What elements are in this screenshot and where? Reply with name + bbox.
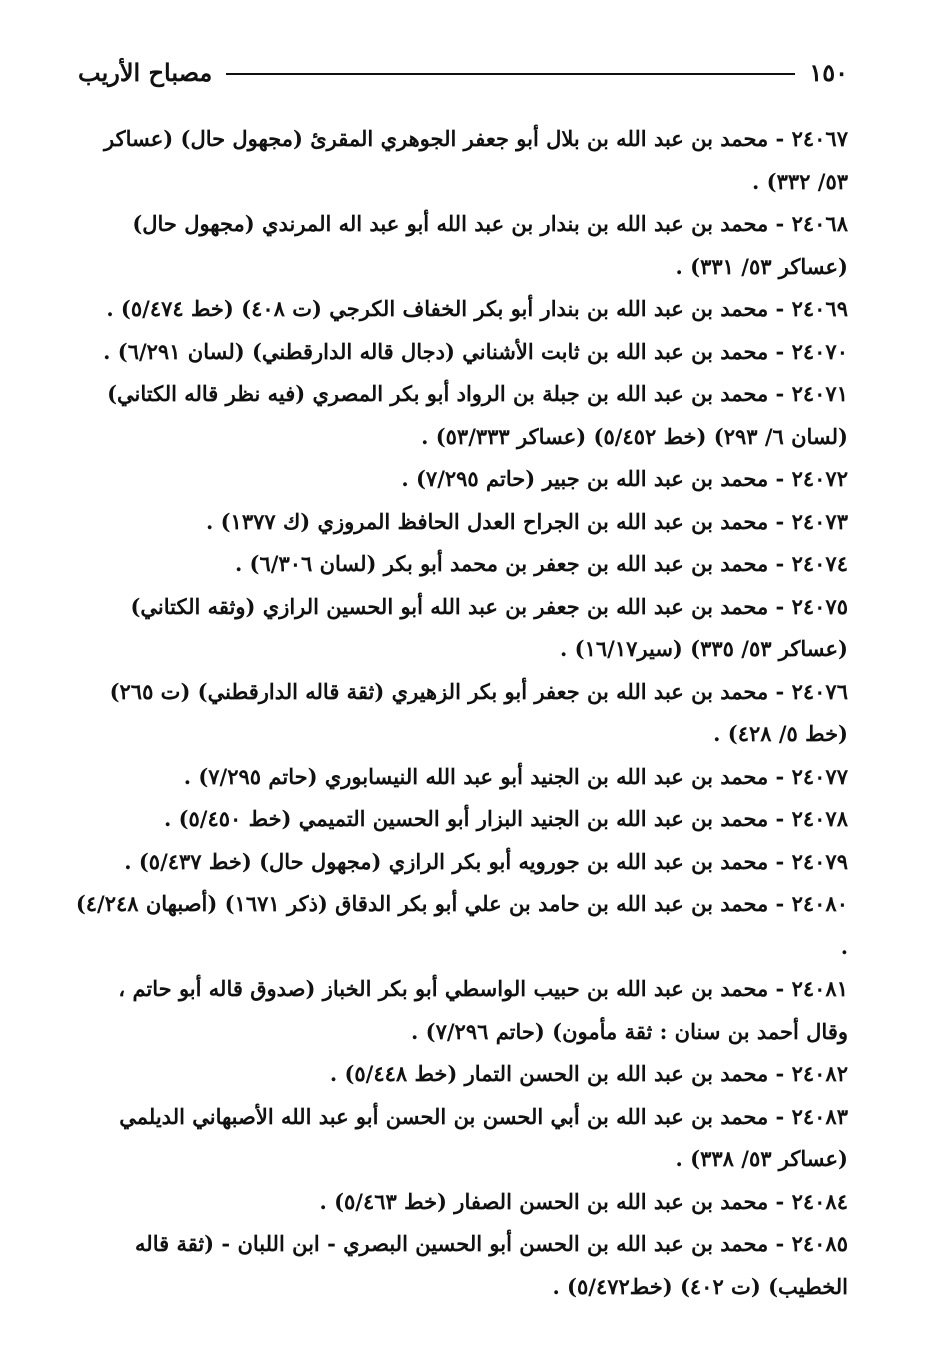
entry-number: ٢٤٠٨٠ [791,891,848,916]
entry-item: ٢٤٠٨٢ - محمد بن عبد الله بن الحسن التمار (خط ٥/٤٤٨) . [329,1061,848,1086]
entry-number: ٢٤٠٧١ [791,381,848,406]
entry-item: ٢٤٠٧٠ - محمد بن عبد الله بن ثابت الأشناني (دجال قاله الدارقطني) (لسان ٦/٢٩١) . [103,338,848,364]
entry-text: محمد بن عبد الله بن بندار أبو بكر الخفاف الكرجي (ت ٤٠٨) (خط ٥/٤٧٤) . [106,296,769,321]
entry-text: محمد بن عبد الله بن الجنيد البزار أبو الحسين التميمي (خط ٥/٤٥٠) . [163,806,769,831]
entry-item: ٢٤٠٧٣ - محمد بن عبد الله بن الجراح العدل الحافظ المروزي (ك ١٣٧٧) . [205,508,848,534]
entry-text: محمد بن عبد الله بن الحسن الصفار (خط ٥/٤٦٣) . [319,1188,769,1214]
entry-item: ٢٤٠٦٩ - محمد بن عبد الله بن بندار أبو بكر الخفاف الكرجي (ت ٤٠٨) (خط ٥/٤٧٤) . [106,296,848,321]
entry-item: ٢٤٠٨٣ - محمد بن عبد الله بن أبي الحسن بن الحسن أبو عبد الله الأصبهاني الديلمي (عساكر ٥٣/ ٣٣٨) . [119,1103,848,1171]
entry-list [70,118,848,1308]
entry-item: ٢٤٠٨١ - محمد بن عبد الله بن حبيب الواسطي أبو بكر الخباز (صدوق قاله أبو حاتم ، وقال أحمد بن سنان : ثقة مأمون) (حاتم ٧/٢٩٦) . [118,976,848,1044]
entry-item: ٢٤٠٧١ - محمد بن عبد الله بن جبلة بن الرواد أبو بكر المصري (فيه نظر قاله الكتاني) (لسان ٦/ ٢٩٣) (خط ٥/٤٥٢) (عساكر ٥٣/٣٣٣) . [107,381,848,449]
entry-number: ٢٤٠٧٦ [791,678,848,704]
entry-item: ٢٤٠٨٥ - محمد بن عبد الله بن الحسن أبو الحسين البصري - ابن اللبان - (ثقة قاله الخطيب) (ت ٤٠٢) (خط٥/٤٧٢) . [135,1231,848,1299]
entry-number: ٢٤٠٧٩ [791,848,848,874]
entry-number: ٢٤٠٧٢ [791,466,848,491]
page-header [78,52,848,92]
entry-item: ٢٤٠٧٩ - محمد بن عبد الله بن جورويه أبو بكر الرازي (مجهول حال) (خط ٥/٤٣٧) . [124,848,848,874]
entry-number: ٢٤٠٧٠ [791,338,848,364]
entry-item: ٢٤٠٧٥ - محمد بن عبد الله بن جعفر بن عبد الله أبو الحسين الرازي (وثقه الكتاني) (عساكر ٥٣/ ٣٣٥) (سير١٦/١٧) . [130,593,848,661]
entry-item: ٢٤٠٧٨ - محمد بن عبد الله بن الجنيد البزار أبو الحسين التميمي (خط ٥/٤٥٠) . [163,806,848,831]
entry-item: ٢٤٠٧٤ - محمد بن عبد الله بن جعفر بن محمد أبو بكر (لسان ٦/٣٠٦) . [234,551,848,576]
entry-number: ٢٤٠٨٣ [791,1103,848,1129]
entry-text: محمد بن عبد الله بن الجراح العدل الحافظ المروزي (ك ١٣٧٧) . [205,508,769,534]
entry-number: ٢٤٠٦٨ [791,211,848,236]
entry-text: محمد بن عبد الله بن ثابت الأشناني (دجال قاله الدارقطني) (لسان ٦/٢٩١) . [103,338,769,364]
entry-text: محمد بن عبد الله بن أبي الحسن بن الحسن أبو عبد الله الأصبهاني الديلمي (عساكر ٥٣/ ٣٣٨) . [119,1103,848,1171]
entry-text: محمد بن عبد الله بن جعفر بن محمد أبو بكر (لسان ٦/٣٠٦) . [234,551,769,576]
entry-item: ٢٤٠٦٧ - محمد بن عبد الله بن بلال أبو جعفر الجوهري المقرئ (مجهول حال) (عساكر ٥٣/ ٣٣٢) . [104,126,848,194]
entry-text: محمد بن عبد الله بن بلال أبو جعفر الجوهري المقرئ (مجهول حال) (عساكر ٥٣/ ٣٣٢) . [104,126,848,194]
entry-text: محمد بن عبد الله بن جورويه أبو بكر الرازي (مجهول حال) (خط ٥/٤٣٧) . [124,848,769,874]
entry-text: محمد بن عبد الله بن جبير (حاتم ٧/٢٩٥) . [401,466,769,491]
entry-text: محمد بن عبد الله بن جبلة بن الرواد أبو بكر المصري (فيه نظر قاله الكتاني) (لسان ٦/ ٢٩٣) (خط ٥/٤٥٢) (عساكر ٥٣/٣٣٣) . [107,381,848,449]
entry-number: ٢٤٠٨٢ [791,1061,848,1086]
entry-item: ٢٤٠٧٧ - محمد بن عبد الله بن الجنيد أبو عبد الله النيسابوري (حاتم ٧/٢٩٥) . [183,763,848,789]
entry-number: ٢٤٠٧٣ [791,508,848,534]
entry-text: محمد بن عبد الله بن الحسن التمار (خط ٥/٤٤٨) . [329,1061,769,1086]
entry-number: ٢٤٠٨٥ [791,1231,848,1256]
entry-item: ٢٤٠٨٠ - محمد بن عبد الله بن حامد بن علي أبو بكر الدقاق (ذكر ١٦٧١) (أصبهان ٤/٢٤٨) . [75,891,848,959]
entry-item: ٢٤٠٨٤ - محمد بن عبد الله بن الحسن الصفار (خط ٥/٤٦٣) . [319,1188,848,1214]
header-rule [226,73,795,75]
entry-text: محمد بن عبد الله بن جعفر أبو بكر الزهيري (ثقة قاله الدارقطني) (ت ٢٦٥) (خط ٥/ ٤٢٨) . [109,678,848,746]
entry-text: محمد بن عبد الله بن حامد بن علي أبو بكر الدقاق (ذكر ١٦٧١) (أصبهان ٤/٢٤٨) . [75,891,848,959]
entry-number: ٢٤٠٧٥ [791,593,848,619]
page-number: ١٥٠ [809,57,848,87]
entry-item: ٢٤٠٦٨ - محمد بن عبد الله بن بندار بن عبد الله أبو عبد اله المرندي (مجهول حال) (عساكر ٥٣/ ٣٣١) . [132,211,848,279]
book-title: مصباح الأريب [78,57,213,87]
entry-item: ٢٤٠٧٢ - محمد بن عبد الله بن جبير (حاتم ٧/٢٩٥) . [401,466,848,491]
entry-number: ٢٤٠٦٧ [791,126,848,151]
entry-text: محمد بن عبد الله بن الحسن أبو الحسين البصري - ابن اللبان - (ثقة قاله الخطيب) (ت ٤٠٢) (خط٥/٤٧٢) . [135,1231,848,1299]
entry-number: ٢٤٠٧٧ [791,763,848,789]
entry-text: محمد بن عبد الله بن جعفر بن عبد الله أبو الحسين الرازي (وثقه الكتاني) (عساكر ٥٣/ ٣٣٥) (سير١٦/١٧) . [130,593,848,661]
entry-number: ٢٤٠٨٤ [791,1188,848,1214]
entry-item: ٢٤٠٧٦ - محمد بن عبد الله بن جعفر أبو بكر الزهيري (ثقة قاله الدارقطني) (ت ٢٦٥) (خط ٥/ ٤٢٨) . [109,678,848,746]
entry-number: ٢٤٠٧٤ [791,551,848,576]
entry-text: محمد بن عبد الله بن بندار بن عبد الله أبو عبد اله المرندي (مجهول حال) (عساكر ٥٣/ ٣٣١) . [132,211,848,279]
entry-text: محمد بن عبد الله بن حبيب الواسطي أبو بكر الخباز (صدوق قاله أبو حاتم ، وقال أحمد بن سنان : ثقة مأمون) (حاتم ٧/٢٩٦) . [118,976,848,1044]
entry-number: ٢٤٠٧٨ [791,806,848,831]
entry-number: ٢٤٠٦٩ [791,296,848,321]
entry-number: ٢٤٠٨١ [791,976,848,1001]
entry-text: محمد بن عبد الله بن الجنيد أبو عبد الله النيسابوري (حاتم ٧/٢٩٥) . [183,763,769,789]
